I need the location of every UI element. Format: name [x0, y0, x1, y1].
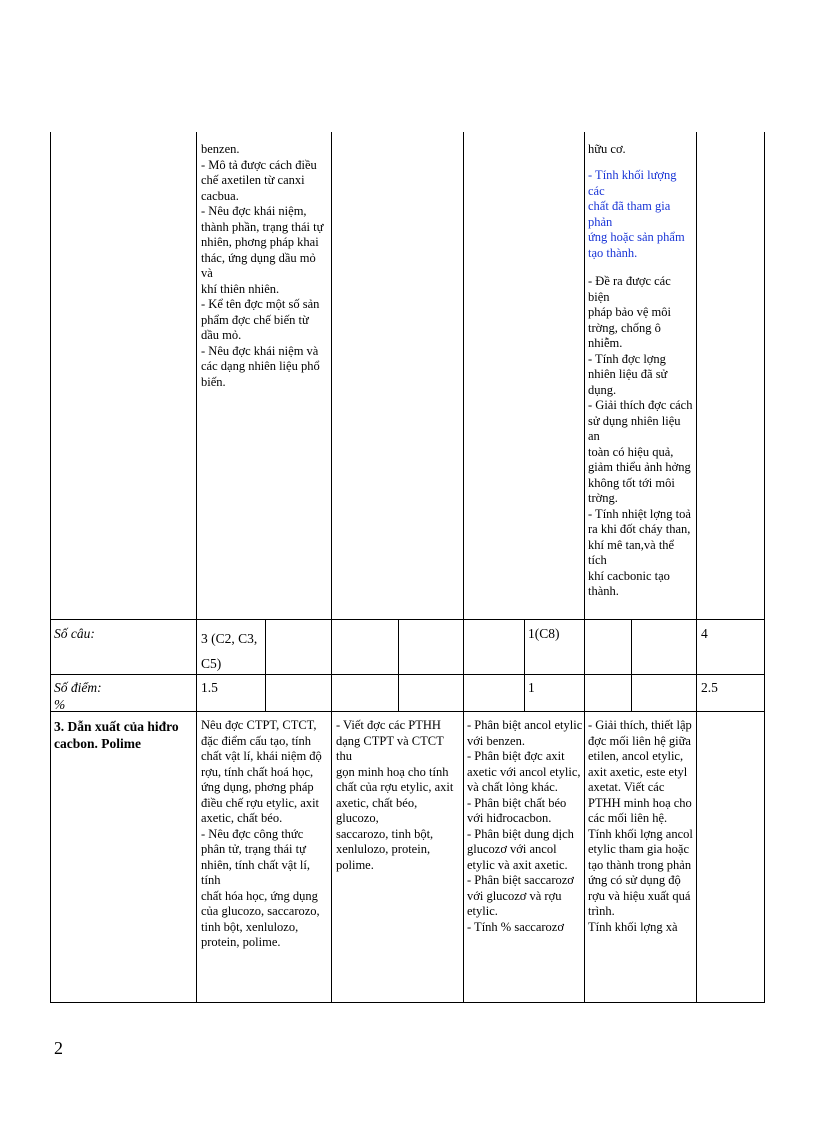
- row-top-application-cell-part1: hữu cơ.: [588, 142, 626, 156]
- table-border-right: [764, 132, 765, 1002]
- socau-knowledge-value: 3 (C2, C3, C5): [201, 631, 258, 671]
- table-subcol-divider: [265, 619, 266, 711]
- table-subcol-divider: [524, 619, 525, 711]
- row-top-application-cell-part2: - Tính khối lượng các chất đã tham gia phản ứng hoặc sản phẩm tạo thành.: [588, 168, 685, 260]
- sodiem-knowledge-value: 1.5: [201, 680, 218, 695]
- table-subcol-divider: [631, 619, 632, 711]
- table-row-divider: [50, 674, 765, 675]
- table-border-bottom: [50, 1002, 765, 1003]
- section3-understanding-cell: - Viết đợc các PTHH dạng CTPT và CTCT thu gọn minh hoạ cho tính chất của rợu etylic, axit axetic, chất béo, glucozo, saccarozo, tinh bột, xenlulozo, protein, polime.: [336, 718, 454, 872]
- socau-col7-value: 1(C8): [528, 626, 560, 641]
- table-col-divider: [196, 132, 197, 1002]
- sodiem-label: Số điểm: %: [54, 680, 102, 712]
- section3-highapply-cell: - Giải thích, thiết lập đợc mối liên hệ giữa etilen, ancol etylic, axit axetic, este etyl axetat. Viết các PTHH minh hoạ cho các mối liên hệ. Tính khối lợng ancol etylic tham gia hoặc tạo thành trong phản ứng có sử dụng độ rợu và hiệu xuất quá trình. Tính khối lợng xà: [588, 718, 693, 934]
- socau-total-value: 4: [701, 626, 708, 641]
- sodiem-total-value: 2.5: [701, 680, 718, 695]
- table-col-divider: [331, 132, 332, 1002]
- table-subcol-divider: [398, 619, 399, 711]
- page-number: 2: [54, 1038, 63, 1058]
- socau-label: Số câu:: [54, 626, 95, 641]
- section3-knowledge-cell: Nêu đợc CTPT, CTCT, đặc điểm cấu tạo, tính chất vật lí, khái niệm độ rợu, tính chất hoá học, ứng dụng, phơng pháp điều chế rợu etylic, axit axetic, chất béo. - Nêu đợc công thức phân tử, trạng thái tự nhiên, tính chất vật lí, tính chất hóa học, ứng dụng của glucozo, saccarozo, tinh bột, xenlulozo, protein, polime.: [201, 718, 322, 949]
- row-top-application-cell-rest: - Đề ra được các biện pháp bảo vệ môi trờng, chống ô nhiễm. - Tính đợc lợng nhiên liệu đã sử dụng. - Giải thích đợc cách sử dụng nhiên liệu an toàn có hiệu quả, giảm thiểu ảnh hởng không tốt tới môi trờng. - Tính nhiệt lợng toả ra khi đốt cháy than, khí mê tan,và thể tích khí cacbonic tạo thành.: [588, 274, 693, 598]
- section3-lowapply-cell: - Phân biệt ancol etylic với benzen. - Phân biệt đợc axit axetic với ancol etylic, và chất lỏng khác. - Phân biệt chất béo với hiđrocacbon. - Phân biệt dung dịch glucozơ với ancol etylic và axit axetic. - Phân biệt saccarozơ với glucozơ và rợu etylic. - Tính % saccarozơ: [467, 718, 583, 934]
- table-col-divider: [696, 132, 697, 1002]
- table-col-divider: [584, 132, 585, 1002]
- table-border-left: [50, 132, 51, 1002]
- row-top-knowledge-cell: benzen. - Mô tả được cách điều chế axetilen từ canxi cacbua. - Nêu đợc khái niệm, thành phần, trạng thái tự nhiên, phơng pháp khai thác, ứng dụng dầu mỏ và khí thiên nhiên. - Kể tên đợc một số sản phẩm đợc chế biến từ dầu mỏ. - Nêu đợc khái niệm và các dạng nhiên liệu phổ biến.: [201, 142, 324, 389]
- table-row-divider: [50, 619, 765, 620]
- section3-title: 3. Dẫn xuất của hiđro cacbon. Polime: [54, 719, 179, 751]
- table-col-divider: [463, 132, 464, 1002]
- sodiem-col7-value: 1: [528, 680, 535, 695]
